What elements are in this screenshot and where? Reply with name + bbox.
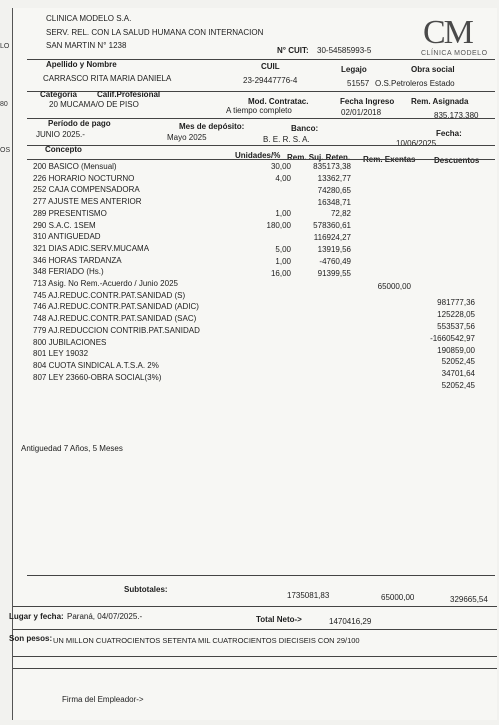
lugar-value: Paraná, 04/07/2025.-	[67, 612, 143, 621]
subtotal-rem: 1735081,83	[287, 591, 330, 600]
obra-social-label: Obra social	[411, 65, 455, 74]
banco-value: B. E. R. S. A.	[263, 135, 310, 144]
company-activity: SERV. REL. CON LA SALUD HUMANA CON INTERNACION	[46, 28, 264, 37]
neto-label: Total Neto->	[256, 615, 302, 624]
row-rem-suj: -4760,49	[319, 256, 351, 266]
row-descuento: 981777,36	[437, 298, 475, 308]
subtotal-exentas: 65000,00	[381, 593, 415, 602]
categoria-value: 20 MUCAMA/O DE PISO	[49, 100, 139, 109]
row-unidades: 1,00	[275, 256, 291, 266]
calif-label: Calif.Profesional	[97, 90, 161, 99]
divider	[13, 629, 497, 630]
divider	[27, 145, 495, 146]
rem-asignada-label: Rem. Asignada	[411, 97, 469, 106]
categoria-label: Categoria	[40, 90, 77, 99]
row-descuento: 125228,05	[437, 310, 475, 320]
fecha-label: Fecha:	[436, 129, 462, 138]
row-concepto: 804 CUOTA SINDICAL A.T.S.A. 2%	[33, 360, 159, 370]
divider	[13, 606, 497, 607]
name-label: Apellido y Nombre	[46, 60, 117, 69]
cuil-value: 23-29447776-4	[243, 76, 298, 85]
legajo-label: Legajo	[341, 65, 367, 74]
row-rem-suj: 72,82	[330, 209, 351, 219]
row-unidades: 4,00	[275, 173, 291, 183]
son-label: Son pesos:	[9, 634, 53, 643]
row-concepto: 746 AJ.REDUC.CONTR.PAT.SANIDAD (ADIC)	[33, 302, 199, 312]
edge-text-2: 80	[0, 101, 8, 108]
divider	[13, 656, 497, 657]
deposito-label: Mes de depósito:	[179, 122, 245, 131]
row-rem-suj: 91399,55	[317, 268, 351, 278]
company-name: CLINICA MODELO S.A.	[46, 14, 132, 23]
row-unidades: 5,00	[275, 244, 291, 254]
divider	[13, 668, 497, 669]
antiguedad-text: Antiguedad 7 Años, 5 Meses	[21, 444, 123, 453]
periodo-value: JUNIO 2025.-	[36, 130, 85, 139]
rem-asignada-value: 835.173,380	[434, 111, 479, 120]
row-descuento: -1660542,97	[430, 333, 475, 343]
subtotales-label: Subtotales:	[124, 585, 168, 594]
header-concepto: Concepto	[45, 145, 82, 154]
clinica-logo: CM	[423, 14, 472, 51]
firma-empleador: Firma del Empleador->	[62, 695, 144, 704]
row-rem-suj: 578360,61	[313, 221, 351, 231]
row-concepto: 277 AJUSTE MES ANTERIOR	[33, 197, 142, 207]
row-rem-suj: 74280,65	[317, 185, 351, 195]
header-unidades: Unidades/%	[235, 151, 281, 160]
contratacion-value: A tiempo completo	[226, 106, 292, 115]
row-rem-suj: 116924,27	[313, 233, 351, 243]
row-unidades: 180,00	[266, 221, 291, 231]
row-concepto: 713 Asig. No Rem.-Acuerdo / Junio 2025	[33, 279, 178, 288]
periodo-label: Período de pago	[48, 119, 111, 128]
row-concepto: 748 AJ.REDUC.CONTR.PAT.SANIDAD (SAC)	[33, 314, 197, 324]
cuil-label: CUIL	[261, 62, 280, 71]
clinica-logo-subtitle: CLÍNICA MODELO	[421, 50, 488, 57]
row-concepto: 807 LEY 23660-OBRA SOCIAL(3%)	[33, 372, 162, 382]
header-rem-exentas: Rem. Exentas	[363, 155, 416, 164]
cuit-value: 30-54585993-5	[317, 46, 372, 55]
deposito-value: Mayo 2025	[167, 133, 207, 142]
row-rem-suj: 13919,56	[317, 244, 351, 254]
header-rem-suj: Rem. Suj. Reten.	[287, 153, 351, 162]
legajo-value: 51557	[347, 79, 370, 88]
row-concepto: 200 BASICO (Mensual)	[33, 162, 117, 171]
edge-text-1: LO	[0, 43, 10, 50]
row-concepto: 348 FERIADO (Hs.)	[33, 267, 104, 277]
row-descuento: 52052,45	[441, 381, 475, 391]
divider	[27, 159, 495, 160]
row-unidades: 30,00	[270, 162, 291, 171]
row-descuento: 190859,00	[437, 345, 475, 355]
row-descuento: 553537,56	[437, 321, 475, 331]
employee-name: CARRASCO RITA MARIA DANIELA	[43, 74, 172, 83]
ingreso-value: 02/01/2018	[341, 108, 382, 117]
banco-label: Banco:	[291, 124, 319, 133]
ingreso-label: Fecha Ingreso	[340, 97, 395, 106]
row-descuento: 34701,64	[441, 369, 475, 379]
row-concepto: 310 ANTIGUEDAD	[33, 232, 101, 242]
subtotal-descuentos: 329665,54	[450, 595, 488, 604]
row-concepto: 289 PRESENTISMO	[33, 208, 107, 218]
lugar-label: Lugar y fecha:	[9, 612, 64, 621]
payslip-sheet	[9, 8, 497, 720]
row-concepto: 801 LEY 19032	[33, 349, 89, 359]
row-concepto: 779 AJ.REDUCCION CONTRIB.PAT.SANIDAD	[33, 325, 200, 335]
row-concepto: 346 HORAS TARDANZA	[33, 255, 122, 265]
row-unidades: 16,00	[270, 268, 291, 278]
row-concepto: 290 S.A.C. 1SEM	[33, 220, 96, 230]
obra-social-value: O.S.Petroleros Estado	[375, 79, 455, 88]
divider	[27, 575, 495, 576]
row-rem-suj: 835173,38	[313, 162, 351, 171]
cuit-label: N° CUIT:	[277, 46, 309, 55]
fecha-value: 10/06/2025	[396, 139, 437, 148]
son-value: UN MILLON CUATROCIENTOS SETENTA MIL CUATROCIENTOS DIECISEIS CON 29/100	[53, 636, 360, 645]
edge-text-3: OS	[0, 147, 11, 154]
row-unidades: 1,00	[275, 209, 291, 219]
company-address: SAN MARTIN N° 1238	[46, 41, 127, 50]
neto-value: 1470416,29	[329, 617, 372, 626]
row-concepto: 745 AJ.REDUC.CONTR.PAT.SANIDAD (S)	[33, 290, 186, 300]
row-concepto: 800 JUBILACIONES	[33, 337, 107, 347]
row-rem-exenta: 65000,00	[377, 282, 411, 292]
row-descuento: 52052,45	[441, 357, 475, 367]
row-concepto: 226 HORARIO NOCTURNO	[33, 173, 135, 183]
contratacion-label: Mod. Contratac.	[248, 97, 309, 106]
row-rem-suj: 16348,71	[317, 197, 351, 207]
header-descuentos: Descuentos	[434, 156, 480, 165]
row-concepto: 321 DIAS ADIC.SERV.MUCAMA	[33, 243, 150, 253]
row-rem-suj: 13362,77	[317, 173, 351, 183]
row-concepto: 252 CAJA COMPENSADORA	[33, 185, 140, 195]
